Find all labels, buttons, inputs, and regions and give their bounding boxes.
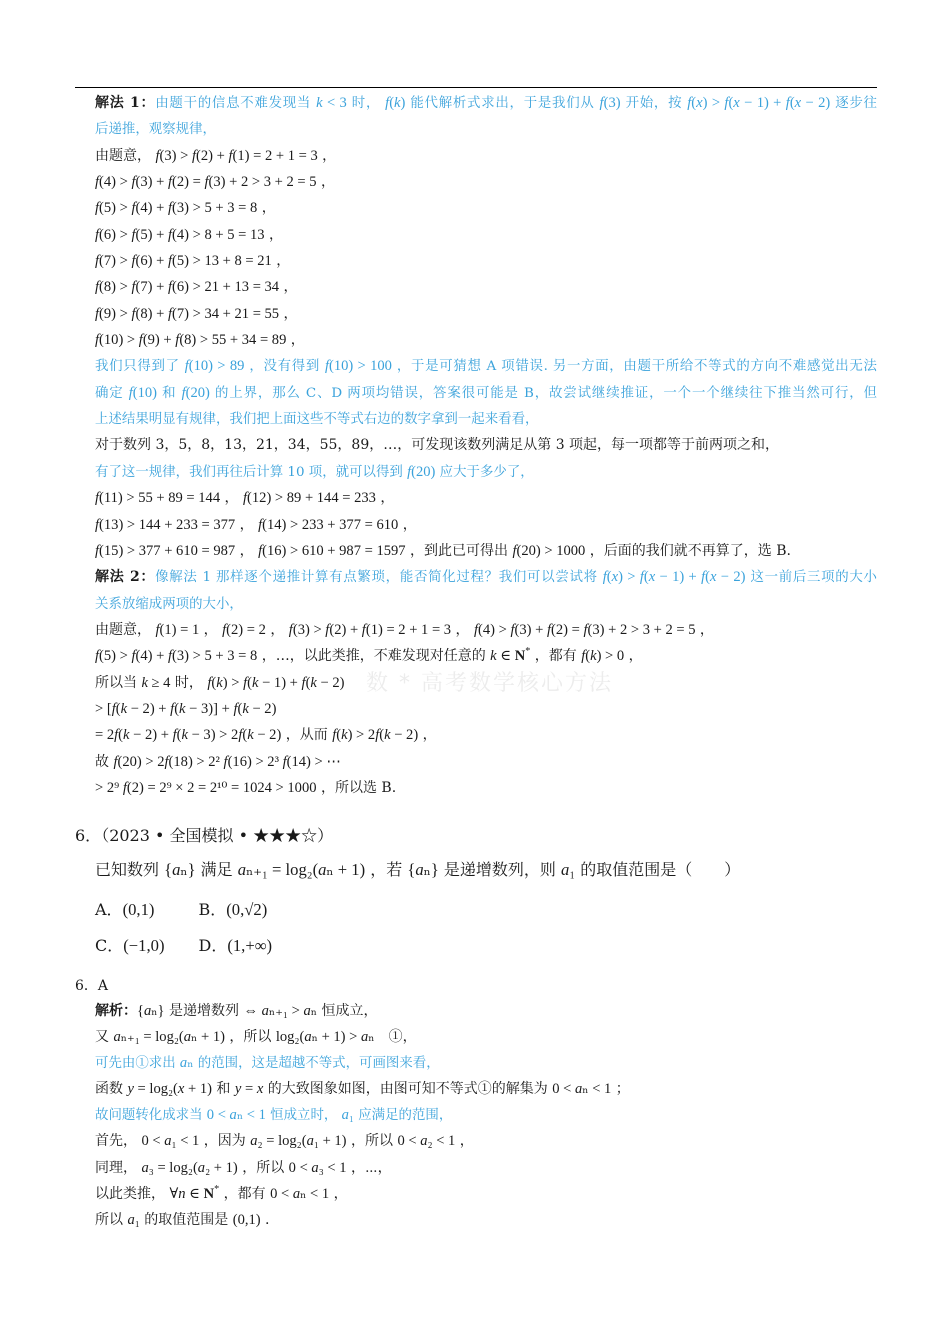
hint-text: 确定 (95, 385, 129, 401)
body-text: 的取值范围是 (139, 1211, 233, 1228)
math-expression: {aₙ} (164, 860, 196, 879)
math-expression: 0 < a₂ < 1 (397, 1133, 456, 1150)
body-text: ， (235, 542, 259, 559)
solution-line (95, 195, 877, 221)
body-text: ， (398, 516, 417, 533)
hint-math-expression: k < 3 (316, 95, 347, 111)
body-text: 已知数列 (95, 860, 165, 879)
math-expression: f(3) > f(2) + f(1) = 2 + 1 = 3 (288, 621, 452, 638)
hint-math-expression: f(10) > 89 (184, 358, 245, 375)
body-text: 和 (211, 1081, 235, 1098)
solution-line (95, 722, 877, 748)
hint-text: 由题干的信息不难发现当 (155, 96, 317, 111)
answer-choice: A (97, 978, 109, 994)
body-text: ，都有 (219, 1185, 271, 1202)
math-expression: f(13) > 144 + 233 = 377 (95, 516, 236, 533)
hint-text: 上述结果明显有规律，我们把上面这些不等式右边的数字拿到一起来看看， (95, 412, 539, 428)
solution-line (95, 301, 877, 327)
answer-number: 6． (75, 978, 98, 994)
explanation-line (95, 1050, 877, 1076)
solution-label: 解法 2： (95, 569, 156, 586)
answer-explanation (75, 998, 877, 1233)
math-expression: {aₙ} (407, 860, 439, 879)
body-text: ①， (374, 1029, 417, 1046)
hint-text: 时， (346, 96, 386, 111)
explanation-line (95, 1128, 877, 1154)
body-text: ，到此已可得出 (405, 542, 513, 559)
math-expression: > 2⁹ f(2) = 2⁹ × 2 = 2¹⁰ = 1024 > 1000 (95, 779, 317, 796)
hint-text: 开始，按 (620, 96, 688, 111)
body-text: ，所以 (237, 1159, 289, 1176)
question-stem (75, 851, 877, 889)
math-expression: aₙ₊₁ = log₂(aₙ + 1) (237, 860, 366, 879)
body-text: ； (611, 1081, 630, 1098)
math-expression: a₂ = log₂(a₁ + 1) (250, 1133, 347, 1150)
body-text: ， (695, 621, 714, 638)
solution-line (95, 485, 877, 511)
math-expression: ∀n ∈ N* (169, 1183, 220, 1202)
hint-math-expression: a₁ (341, 1107, 354, 1124)
math-expression: {aₙ} (137, 1003, 165, 1019)
solution-line (95, 248, 877, 274)
solution-line (95, 143, 877, 169)
math-expression: f(11) > 55 + 89 = 144 (95, 490, 221, 507)
math-expression: a₁ (127, 1211, 140, 1228)
body-text: 由题意， (95, 621, 156, 638)
solution-label: 解法 1： (95, 95, 156, 111)
body-text: 是递增数列 (164, 1003, 244, 1019)
hint-math-expression: f(10) (128, 384, 158, 401)
body-text: 由题意， (95, 147, 156, 164)
body-text: ， (271, 253, 291, 270)
solution-line (95, 670, 877, 696)
math-expression: f(8) > f(7) + f(6) > 21 + 13 = 34 (95, 279, 280, 296)
hint-text: 后递推，观察规律， (95, 122, 216, 138)
body-text: ，所以 (224, 1029, 276, 1046)
body-text: ，…，以此类推，不难发现对任意的 (257, 648, 491, 665)
question-source: （2023 • 全国模拟 • ★★★☆） (101, 826, 334, 845)
question-6 (75, 821, 877, 964)
explanation-line (95, 1024, 877, 1050)
solution-line (95, 564, 877, 590)
hint-text: 逐步往 (830, 96, 877, 111)
math-expression: f(20) > 2f(18) > 2² f(16) > 2³ f(14) > ⋯ (113, 753, 341, 770)
math-expression: f(5) > f(4) + f(3) > 5 + 3 = 8 (95, 648, 258, 665)
option-a (95, 892, 164, 928)
hint-text: 能代解析式求出，于是我们从 (405, 96, 600, 111)
solution-line (95, 380, 877, 406)
hint-text: 和 (157, 385, 182, 401)
body-text: 恒成立， (317, 1003, 378, 1019)
solution-line (95, 274, 877, 300)
body-text: 首先， (95, 1133, 142, 1150)
body-text: 的取值范围是（ ） (575, 860, 741, 879)
hint-text: 可先由①求出 (95, 1056, 180, 1072)
math-expression: a₁ (561, 860, 576, 879)
body-text: ， (264, 226, 283, 243)
body-text: 以此类推， (95, 1185, 170, 1202)
math-expression: 0 < a₃ < 1 (288, 1159, 347, 1176)
math-expression: f(14) > 233 + 377 = 610 (258, 516, 399, 533)
math-expression: f(4) > f(3) + f(2) = f(3) + 2 > 3 + 2 = 5 (95, 174, 317, 191)
math-expression: ⇔ aₙ₊₁ > aₙ (243, 1003, 318, 1019)
answer-header (75, 975, 877, 998)
hint-math-expression: 0 < aₙ < 1 (206, 1107, 266, 1124)
body-text: 所以 (95, 1211, 128, 1228)
explanation-line (95, 1076, 877, 1102)
option-d (198, 928, 272, 964)
math-expression: 0 < aₙ < 1 (552, 1081, 612, 1098)
math-expression: f(3) > f(2) + f(1) = 2 + 1 = 3 (155, 147, 318, 164)
option-value: (0,√2) (226, 900, 268, 919)
option-label: A． (95, 900, 123, 919)
option-value: (−1,0) (123, 936, 165, 955)
body-text: ， (329, 1185, 348, 1202)
math-expression: 0 < a₁ < 1 (141, 1133, 200, 1150)
body-text: 的大致图象如图，由图可知不等式①的解集为 (263, 1081, 553, 1098)
body-text: ， (451, 621, 474, 638)
question-number: 6． (75, 826, 102, 845)
math-expression: f(15) > 377 + 610 = 987 (95, 542, 236, 559)
solution-label: 解析： (95, 1003, 137, 1019)
option-label: D． (198, 936, 228, 955)
hint-math-expression: f(20) (407, 463, 436, 480)
math-expression: log₂(aₙ + 1) > aₙ (275, 1029, 375, 1046)
solution-line (95, 90, 877, 116)
math-expression: f(k) > 2f(k − 2) (332, 727, 419, 744)
math-expression: f(6) > f(5) + f(4) > 8 + 5 = 13 (95, 226, 265, 243)
body-text: ，因为 (199, 1133, 251, 1150)
answer-options (75, 889, 877, 964)
math-expression: f(12) > 89 + 144 = 233 (243, 490, 376, 507)
body-text: 对于数列 3，5，8，13，21，34，55，89，…，可发现该数列满足从第 3 项起，每一项都等于前两项之和， (95, 437, 780, 454)
explanation-line (95, 1181, 877, 1207)
hint-text: 有了这一规律，我们再往后计算 10 项，就可以得到 (95, 464, 408, 480)
solution-line (95, 775, 877, 801)
hint-text: 应大于多少了， (435, 464, 534, 480)
body-text: ， (624, 648, 643, 665)
solution-line (95, 696, 877, 722)
math-expression: a₃ = log₂(a₂ + 1) (141, 1159, 238, 1176)
body-text: ， (220, 490, 243, 507)
explanation-line (95, 998, 877, 1024)
solution-line (95, 643, 877, 669)
math-expression: aₙ₊₁ = log₂(aₙ + 1) (113, 1029, 225, 1046)
solution-line (95, 512, 877, 538)
solution-line (95, 116, 877, 142)
math-expression: y = log₂(x + 1) (127, 1081, 212, 1098)
math-expression: f(2) = 2 (222, 621, 266, 638)
question-header (75, 821, 877, 851)
body-text: 所以当 (95, 674, 142, 691)
math-expression: f(k) > 0 (581, 648, 625, 665)
body-text: ，所以 (346, 1133, 398, 1150)
body-text: 是递增数列，则 (438, 860, 562, 879)
body-text: ， (316, 174, 335, 191)
hint-text: 故问题转化成求当 (95, 1108, 207, 1124)
hint-text: 我们只得到了 (95, 359, 185, 375)
body-text: 故 (95, 753, 114, 770)
option-label: C． (95, 936, 124, 955)
solution-line (95, 432, 877, 458)
header-rule (75, 87, 877, 88)
body-text: ， (235, 516, 259, 533)
body-text: ， (279, 279, 298, 296)
explanation-line (95, 1102, 877, 1128)
math-expression: f(4) > f(3) + f(2) = f(3) + 2 > 3 + 2 = 5 (473, 621, 696, 638)
hint-math-expression: f(20) (181, 384, 210, 401)
math-expression: f(k) > f(k − 1) + f(k − 2) (207, 674, 345, 691)
body-text: 又 (95, 1029, 114, 1046)
body-text: 函数 (95, 1081, 128, 1098)
watermark: 数 * 高考数学核心方法 (366, 671, 613, 696)
option-value: (1,+∞) (227, 936, 273, 955)
math-expression: f(5) > f(4) + f(3) > 5 + 3 = 8 (95, 200, 258, 217)
hint-math-expression: aₙ (179, 1055, 194, 1072)
body-text: ，⋯， (346, 1159, 392, 1176)
solution-line (95, 617, 877, 643)
body-text: ， (375, 490, 395, 507)
body-text: ， (418, 727, 437, 744)
math-expression: f(10) > f(9) + f(8) > 55 + 34 = 89 (95, 332, 287, 349)
solution-line (95, 353, 877, 379)
hint-math-expression: f(k) (385, 95, 406, 111)
hint-text: ，没有得到 (244, 359, 325, 375)
body-text: ， (317, 147, 337, 164)
hint-text: 这一前后三项的大小 (745, 570, 877, 586)
body-text: ，若 (365, 860, 408, 879)
hint-math-expression: f(x) > f(x − 1) + f(x − 2) (687, 95, 831, 111)
option-value: (0,1) (122, 900, 155, 919)
solution-line (95, 327, 877, 353)
body-text: . (260, 1211, 270, 1228)
body-text: ， (199, 621, 223, 638)
explanation-line (95, 1207, 877, 1233)
body-text: ， (257, 200, 276, 217)
math-expression: (0,1) (232, 1211, 261, 1228)
body-text: ，所以选 B. (316, 779, 397, 796)
body-text: 同理， (95, 1159, 142, 1176)
solution-line (95, 749, 877, 775)
hint-text: 的范围，这是超越不等式，可画图来看， (193, 1056, 440, 1072)
math-expression: k ≥ 4 (141, 674, 171, 691)
hint-text: 像解法 1 那样逐个递推计算有点繁琐，能否简化过程？我们可以尝试将 (155, 570, 603, 586)
body-text: 时， (170, 674, 208, 691)
option-b (198, 892, 272, 928)
math-expression: y = x (234, 1081, 264, 1098)
body-text: ， (455, 1133, 474, 1150)
hint-text: ，于是可猜想 A 项错误. 另一方面，由题干所给不等式的方向不难感觉出无法 (391, 359, 877, 375)
solution-methods (95, 90, 877, 801)
body-text: ，后面的我们就不再算了，选 B. (585, 542, 791, 559)
explanation-line (95, 1155, 877, 1181)
hint-math-expression: f(x) > f(x − 1) + f(x − 2) (602, 569, 746, 586)
math-expression: f(7) > f(6) + f(5) > 13 + 8 = 21 (95, 253, 272, 270)
option-c (95, 928, 164, 964)
math-expression: f(1) = 1 (155, 621, 200, 638)
math-expression: = 2f(k − 2) + f(k − 3) > 2f(k − 2) (95, 727, 282, 744)
body-text: ， (286, 332, 305, 349)
hint-math-expression: f(10) > 100 (324, 358, 392, 375)
body-text: 满足 (195, 860, 238, 879)
math-expression: 0 < aₙ < 1 (270, 1185, 330, 1202)
solution-line (95, 406, 877, 432)
answer-6 (75, 975, 877, 1233)
hint-text: 关系放缩成两项的大小， (95, 596, 243, 612)
solution-line (95, 591, 877, 617)
body-text: ，都有 (530, 648, 582, 665)
math-expression: f(20) > 1000 (512, 542, 586, 559)
math-expression: f(16) > 610 + 987 = 1597 (258, 542, 406, 559)
body-text: ，从而 (281, 727, 333, 744)
math-expression: k ∈ N* (490, 646, 531, 665)
math-expression: > [f(k − 2) + f(k − 3)] + f(k − 2) (95, 700, 277, 717)
solution-line (95, 459, 877, 485)
solution-line (95, 222, 877, 248)
solution-line (95, 169, 877, 195)
hint-text: 的上界，那么 C、D 两项均错误，答案很可能是 B，故尝试继续推证，一个一个继续往下推当然可行，但 (209, 385, 877, 401)
option-label: B． (198, 900, 227, 919)
math-expression: f(9) > f(8) + f(7) > 34 + 21 = 55 (95, 305, 280, 322)
hint-text: 恒成立时， (265, 1108, 342, 1124)
body-text: ， (265, 621, 289, 638)
body-text: ， (279, 305, 298, 322)
hint-text: 应满足的范围， (353, 1108, 453, 1124)
hint-math-expression: f(3) (599, 95, 621, 111)
solution-line (95, 538, 877, 564)
